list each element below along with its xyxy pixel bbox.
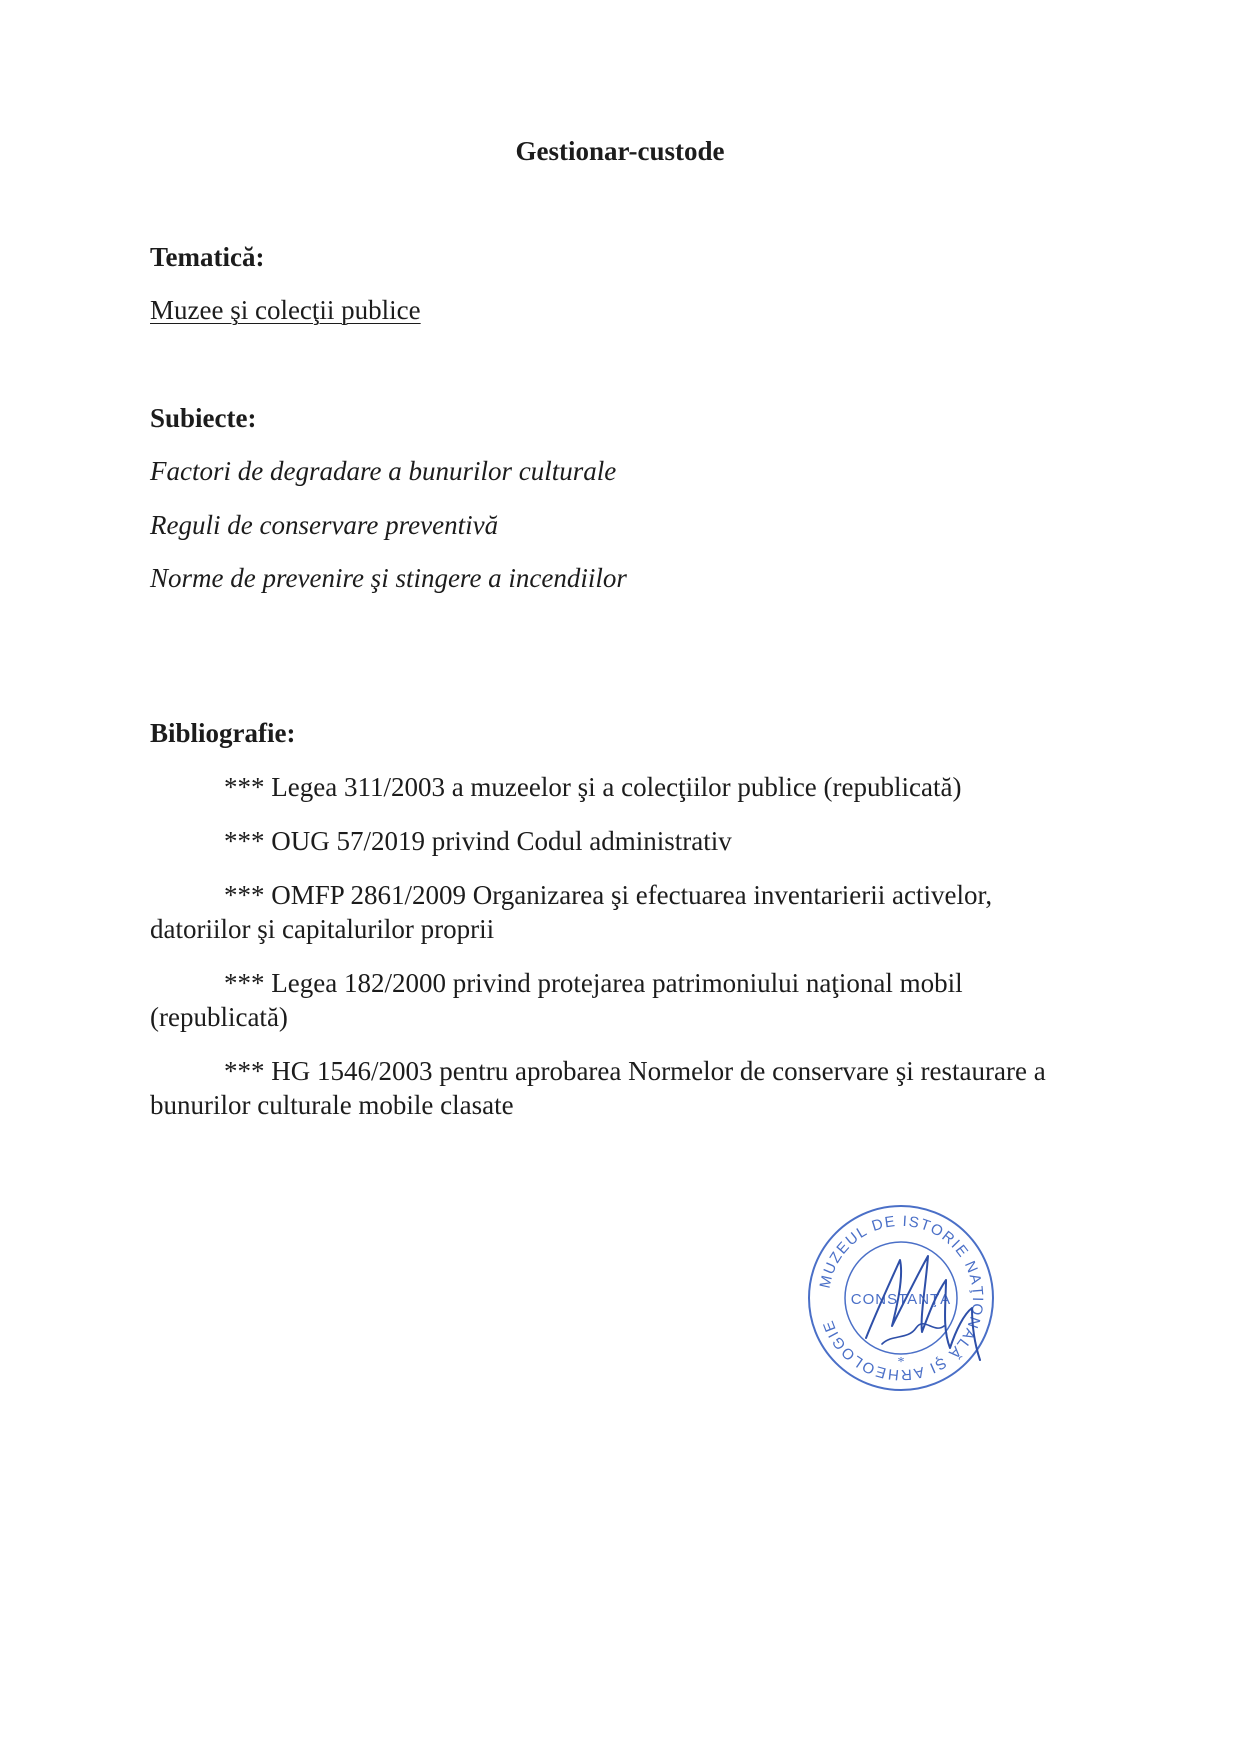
- bibliography-item: *** HG 1546/2003 pentru aprobarea Normelor de conservare şi restaurare a bunurilor culturale mobile clasate: [150, 1056, 1046, 1120]
- subiecte-heading: Subiecte:: [150, 403, 257, 433]
- signature-flourish-icon: [882, 1324, 944, 1344]
- bibliografie-heading: Bibliografie:: [150, 718, 296, 748]
- tematica-heading: Tematică:: [150, 242, 265, 272]
- bibliography-item: *** OUG 57/2019 privind Codul administrativ: [224, 826, 732, 856]
- subiect-item: Reguli de conservare preventivă: [150, 510, 499, 540]
- stamp-center-text: CONSTANŢA: [850, 1291, 952, 1308]
- bibliography-item: *** Legea 311/2003 a muzeelor şi a colecţiilor publice (republicată): [224, 772, 962, 802]
- bibliography-item: *** Legea 182/2000 privind protejarea patrimoniului naţional mobil (republicată): [150, 968, 963, 1032]
- document-title: Gestionar-custode: [515, 136, 725, 166]
- subiect-item: Norme de prevenire şi stingere a incendiilor: [150, 563, 627, 593]
- bibliography-item: *** OMFP 2861/2009 Organizarea şi efectuarea inventarierii activelor, datoriilor şi capitalurilor proprii: [150, 880, 993, 944]
- bibliography-list: [150, 770, 1070, 1142]
- stamp-ring-text: MUZEUL DE ISTORIE NAŢIONALĂ ŞI ARHEOLOGIE: [816, 1212, 987, 1384]
- museum-stamp-icon: [796, 1198, 1006, 1398]
- tematica-item: Muzee şi colecţii publice: [150, 295, 421, 325]
- stamp-star-icon: *: [897, 1355, 905, 1370]
- subiect-item: Factori de degradare a bunurilor culturale: [150, 456, 617, 486]
